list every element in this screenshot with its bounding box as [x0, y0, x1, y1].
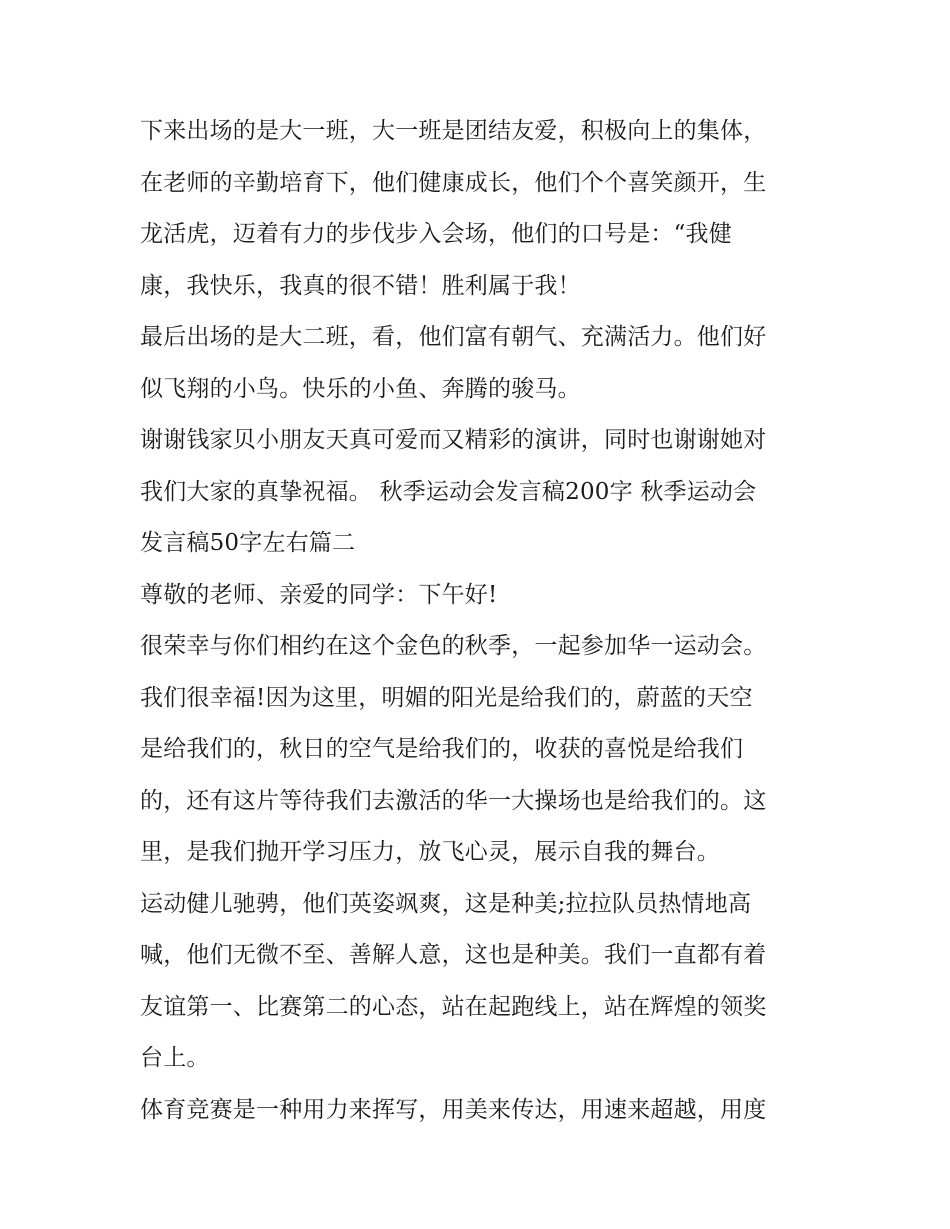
text-line: 是给我们的，秋日的空气是给我们的，收获的喜悦是给我们	[140, 736, 744, 762]
text-line: 在老师的辛勤培育下，他们健康成长，他们个个喜笑颜开，生	[140, 169, 767, 196]
text-line: 康，我快乐，我真的很不错！胜利属于我！	[140, 272, 581, 299]
text-line: 体育竞赛是一种用力来挥写，用美来传达，用速来超越，用度	[140, 1096, 767, 1123]
text-line: 谢谢钱家贝小朋友天真可爱而又精彩的演讲，同时也谢谢她对	[140, 427, 767, 453]
text-line: 台上。	[140, 1045, 210, 1071]
section-heading-line: 发言稿50字左右篇二	[140, 530, 356, 556]
text-line: 我们很幸福!因为这里，明媚的阳光是给我们的，蔚蓝的天空	[140, 684, 753, 711]
text-line: 很荣幸与你们相约在这个金色的秋季，一起参加华一运动会。	[140, 633, 767, 659]
text-line: 似飞翔的小鸟。快乐的小鱼、奔腾的骏马。	[140, 375, 581, 402]
text-line: 下来出场的是大一班，大一班是团结友爱，积极向上的集体，	[140, 118, 767, 144]
text-line: 龙活虎，迈着有力的步伐步入会场，他们的口号是：“我健	[140, 221, 732, 247]
text-line: 里，是我们抛开学习压力，放飞心灵，展示自我的舞台。	[140, 839, 720, 865]
salutation-line: 尊敬的老师、亲爱的同学：下午好!	[140, 581, 498, 608]
text-line: 运动健儿驰骋，他们英姿飒爽，这是种美;拉拉队员热情地高	[140, 890, 752, 917]
text-line: 最后出场的是大二班，看，他们富有朝气、充满活力。他们好	[140, 324, 767, 350]
text-line: 友谊第一、比赛第二的心态，站在起跑线上，站在辉煌的领奖	[140, 993, 767, 1020]
text-line: 我们大家的真挚祝福。 秋季运动会发言稿200字 秋季运动会	[140, 478, 757, 505]
document-body	[140, 106, 820, 1136]
text-line: 的，还有这片等待我们去激活的华一大操场也是给我们的。这	[140, 787, 767, 814]
text-line: 喊，他们无微不至、善解人意，这也是种美。我们一直都有着	[140, 942, 767, 968]
